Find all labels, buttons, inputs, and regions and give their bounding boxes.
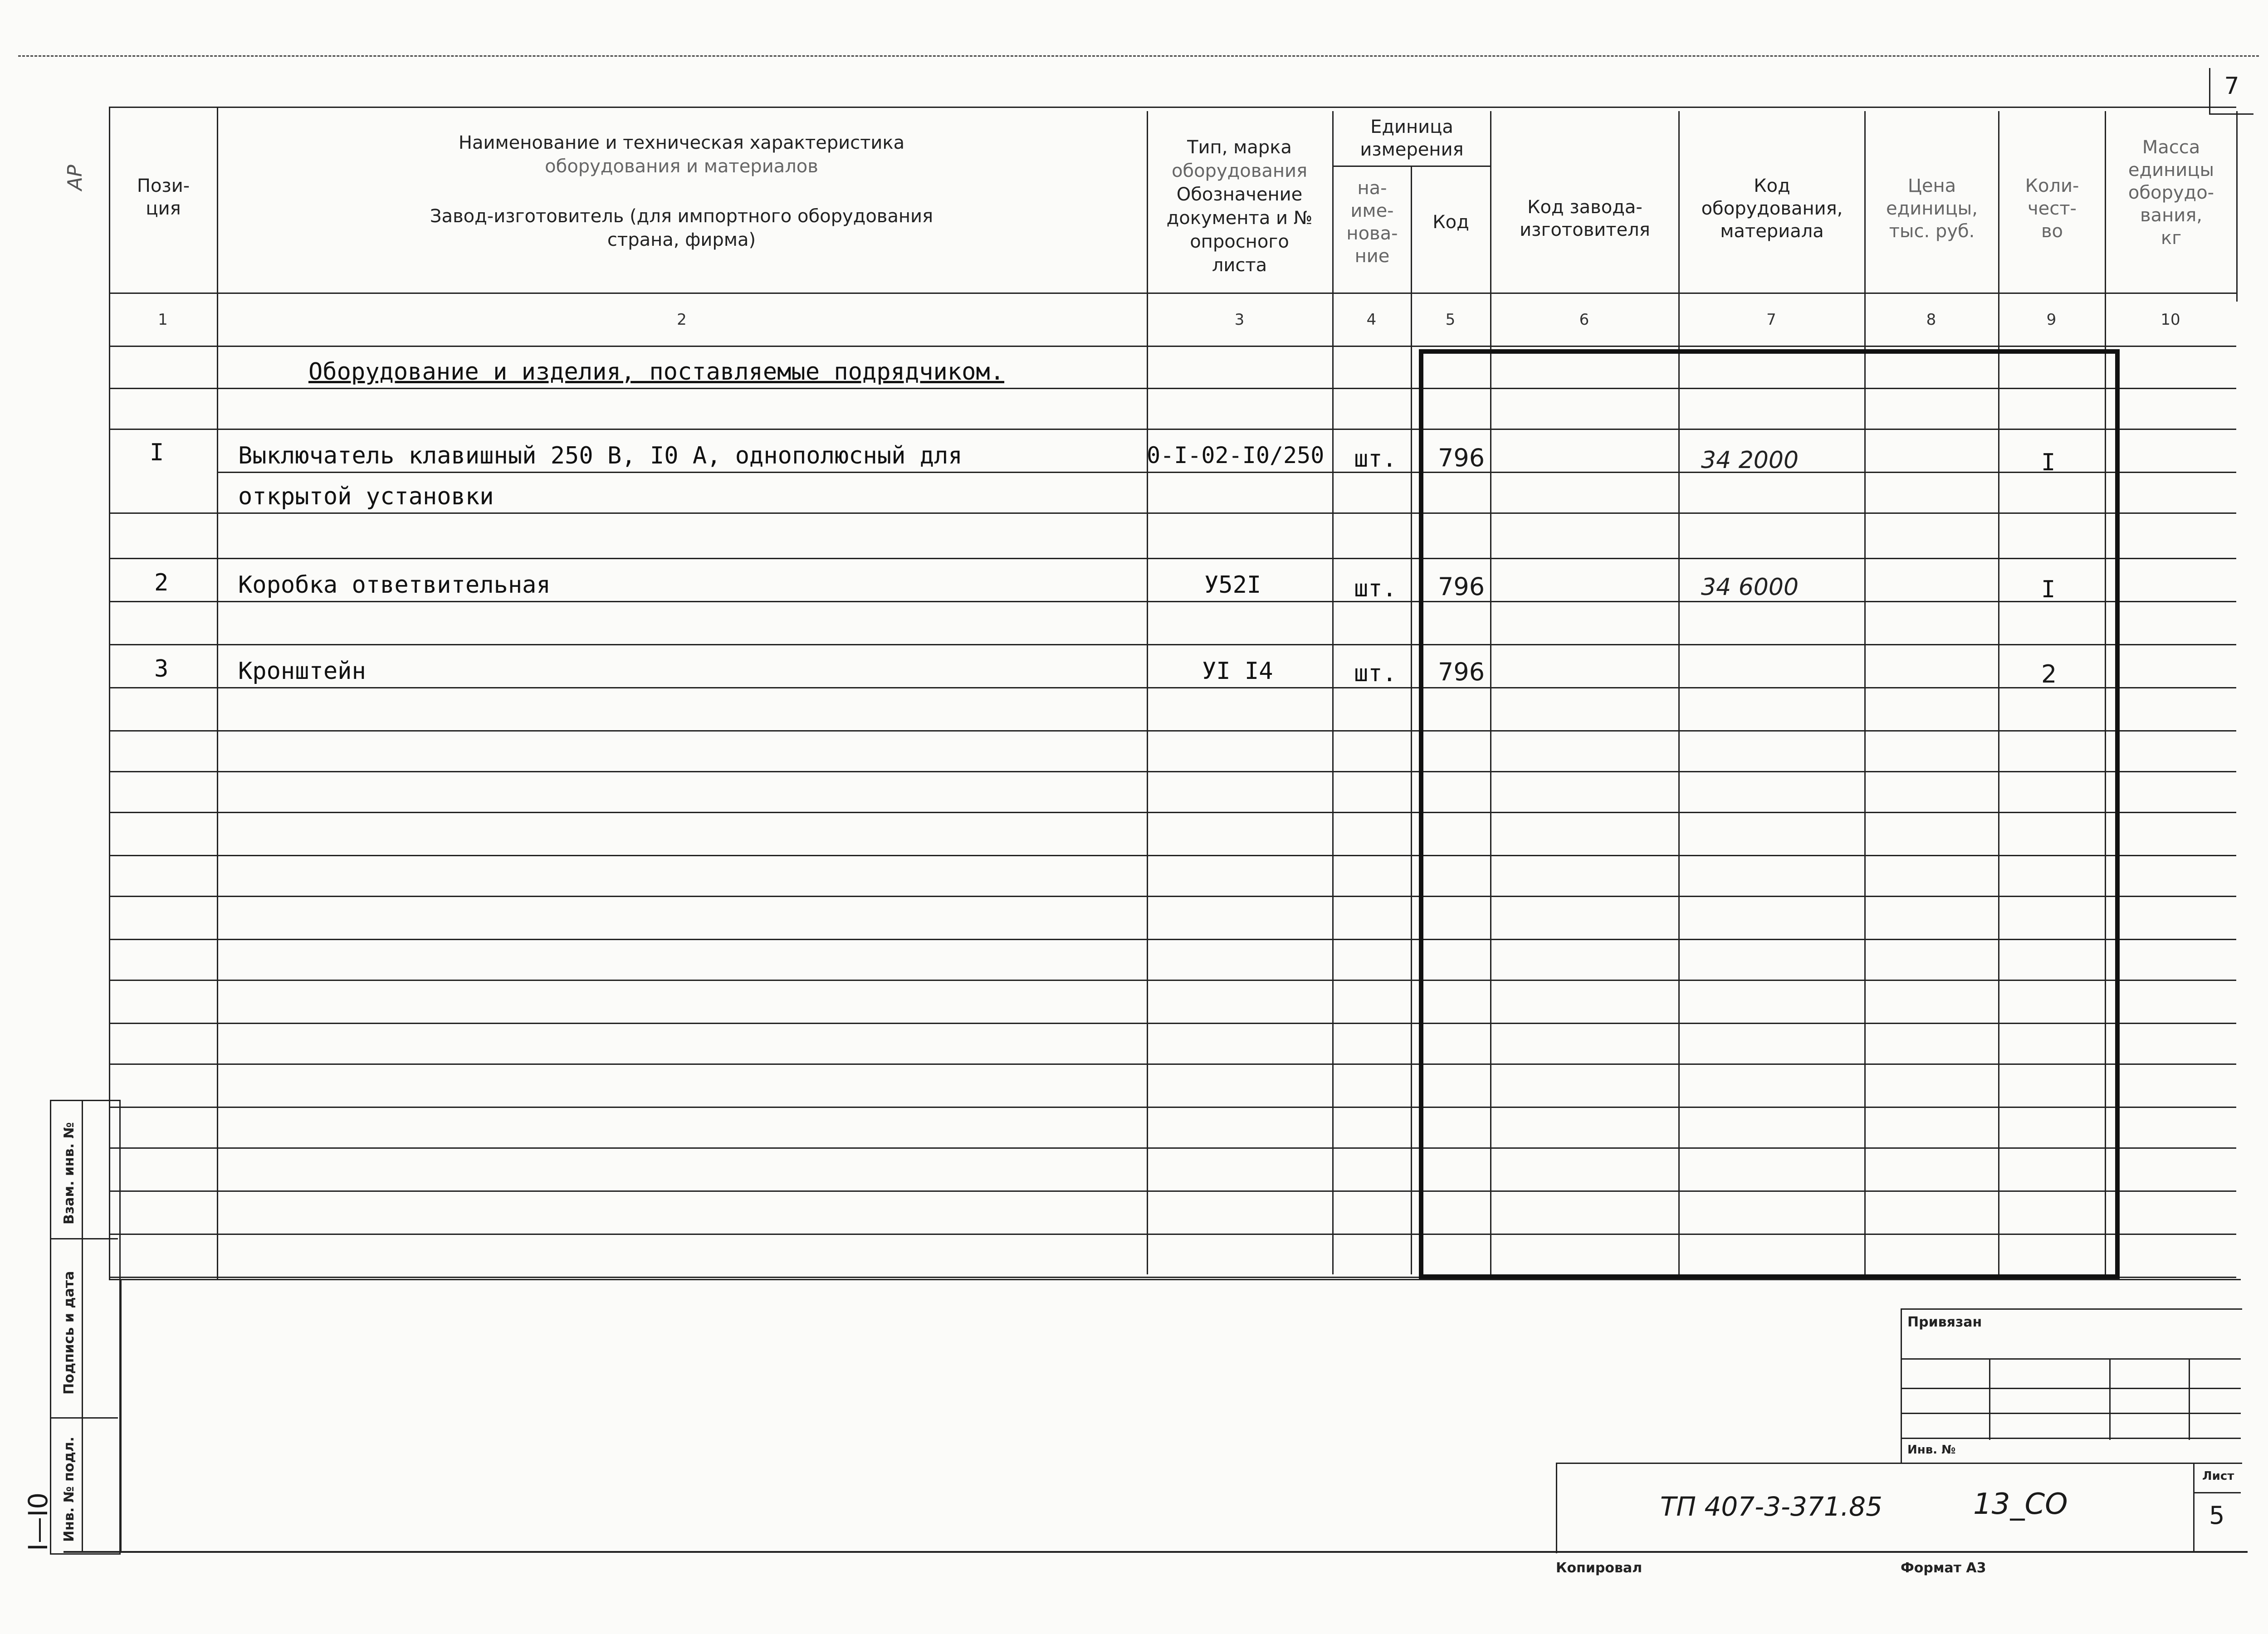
privyazan-block xyxy=(1901,1308,2242,1464)
header-top-line xyxy=(109,107,2236,108)
row3-unit-code: 796 xyxy=(1438,658,1485,686)
privyazan-label: Привязан xyxy=(1907,1314,1982,1330)
colnum-10: 10 xyxy=(2160,311,2180,329)
corner-sheet-number: 7 xyxy=(2224,73,2239,100)
colnum-3: 3 xyxy=(1234,311,1245,329)
colnum-7: 7 xyxy=(1766,311,1776,329)
copied-label: Копировал xyxy=(1556,1560,1642,1576)
row1-name-line1: Выключатель клавишный 250 В, I0 А, однополюсный для xyxy=(238,442,963,469)
header-name-line4: страна, фирма) xyxy=(607,229,756,250)
colnum-6: 6 xyxy=(1579,311,1589,329)
col-divider-3 xyxy=(1332,111,1334,1274)
header-unit-code: Код xyxy=(1432,212,1469,233)
side-sheet-mark: I—I0 xyxy=(23,1492,54,1551)
lower-area-top xyxy=(109,1279,2241,1280)
col-divider-1 xyxy=(217,107,218,1279)
side-stamp xyxy=(50,1100,121,1555)
row3-quantity: 2 xyxy=(2041,660,2057,688)
row3-unit: шт. xyxy=(1354,660,1397,687)
header-unit-group: Единица измерения xyxy=(1360,117,1464,160)
colnum-4: 4 xyxy=(1366,311,1377,329)
sheet-label: Лист xyxy=(2202,1469,2234,1483)
col-divider-2 xyxy=(1147,111,1148,1274)
top-dashed-line xyxy=(18,55,2259,57)
title-sheet-row xyxy=(2193,1492,2241,1493)
row2-equipment-code: 34 6000 xyxy=(1701,574,1799,601)
row2-unit-code: 796 xyxy=(1438,572,1485,601)
table-right-border xyxy=(2236,111,2238,302)
row2-quantity: I xyxy=(2041,576,2056,603)
header-quantity: Коли- чест- во xyxy=(2025,176,2079,242)
side-stamp-row2 xyxy=(50,1417,118,1419)
header-equipment-code: Код оборудования, материала xyxy=(1701,176,1843,242)
header-type-line5: опросного xyxy=(1190,231,1289,252)
side-stamp-divider xyxy=(82,1100,83,1552)
colnum-1: 1 xyxy=(158,311,168,329)
inv-no-label: Инв. № xyxy=(1907,1443,1956,1457)
row2-position: 2 xyxy=(154,569,169,596)
header-price: Цена единицы, тыс. руб. xyxy=(1886,176,1978,242)
row2-name: Коробка ответвительная xyxy=(238,571,551,599)
header-name-line1: Наименование и техническая характеристика xyxy=(458,132,905,153)
section-title: Оборудование и изделия, поставляемые подрядчиком. xyxy=(308,358,1005,385)
title-sheet-divider xyxy=(2193,1463,2195,1552)
privyazan-col xyxy=(1989,1358,1990,1440)
side-sign-date: Подпись и дата xyxy=(61,1271,77,1395)
header-name-line3: Завод-изготовитель (для импортного оборудования xyxy=(430,206,934,227)
side-vzam-inv: Взам. инв. № xyxy=(61,1122,77,1224)
colnum-5: 5 xyxy=(1445,311,1456,329)
col-divider-4 xyxy=(1411,166,1412,1274)
header-bottom-line xyxy=(109,293,2236,294)
row1-unit: шт. xyxy=(1354,445,1397,473)
header-type-line6: листа xyxy=(1212,255,1267,276)
sheet-number: 5 xyxy=(2209,1501,2225,1530)
row2-unit: шт. xyxy=(1354,575,1397,602)
row3-name: Кронштейн xyxy=(238,658,366,685)
header-type-line3: Обозначение xyxy=(1176,184,1303,205)
header-type-line4: документа и № xyxy=(1166,208,1313,229)
header-factory-code: Код завода- изготовителя xyxy=(1520,197,1650,240)
header-type-line2: оборудования xyxy=(1171,161,1308,181)
title-block xyxy=(1556,1463,2242,1553)
row2-type: У52I xyxy=(1204,571,1261,599)
unit-group-line xyxy=(1332,166,1490,167)
document-code: ТП 407-3-371.85 xyxy=(1660,1491,1882,1522)
header-unit-name: на- име- нова- ние xyxy=(1346,178,1398,267)
privyazan-col xyxy=(2189,1358,2190,1440)
side-inv-orig: Инв. № подл. xyxy=(61,1436,77,1542)
colnum-bottom-line xyxy=(109,346,2236,347)
colnum-8: 8 xyxy=(1926,311,1936,329)
row3-type: УI I4 xyxy=(1202,658,1273,685)
row1-name-line2: открытой установки xyxy=(238,483,494,510)
document-mark: 13_СО xyxy=(1973,1488,2068,1521)
colnum-9: 9 xyxy=(2046,311,2057,329)
row1-equipment-code: 34 2000 xyxy=(1701,447,1799,474)
colnum-2: 2 xyxy=(677,311,687,329)
highlight-frame xyxy=(1419,349,2120,1279)
header-type-line1: Тип, марка xyxy=(1187,137,1292,158)
row1-type: 0-I-02-I0/250 xyxy=(1147,442,1325,468)
margin-mark: АР xyxy=(64,165,87,190)
header-name-line2: оборудования и материалов xyxy=(545,156,818,177)
privyazan-col xyxy=(2109,1358,2111,1440)
header-position: Пози- ция xyxy=(137,176,190,219)
row1-unit-code: 796 xyxy=(1438,444,1485,472)
side-stamp-row1 xyxy=(50,1238,118,1239)
header-mass: Масса единицы оборудо- вания, кг xyxy=(2128,137,2214,249)
row1-position: I xyxy=(150,439,164,466)
row3-position: 3 xyxy=(154,655,169,683)
format-label: Формат А3 xyxy=(1901,1560,1986,1576)
row1-quantity: I xyxy=(2041,449,2056,476)
